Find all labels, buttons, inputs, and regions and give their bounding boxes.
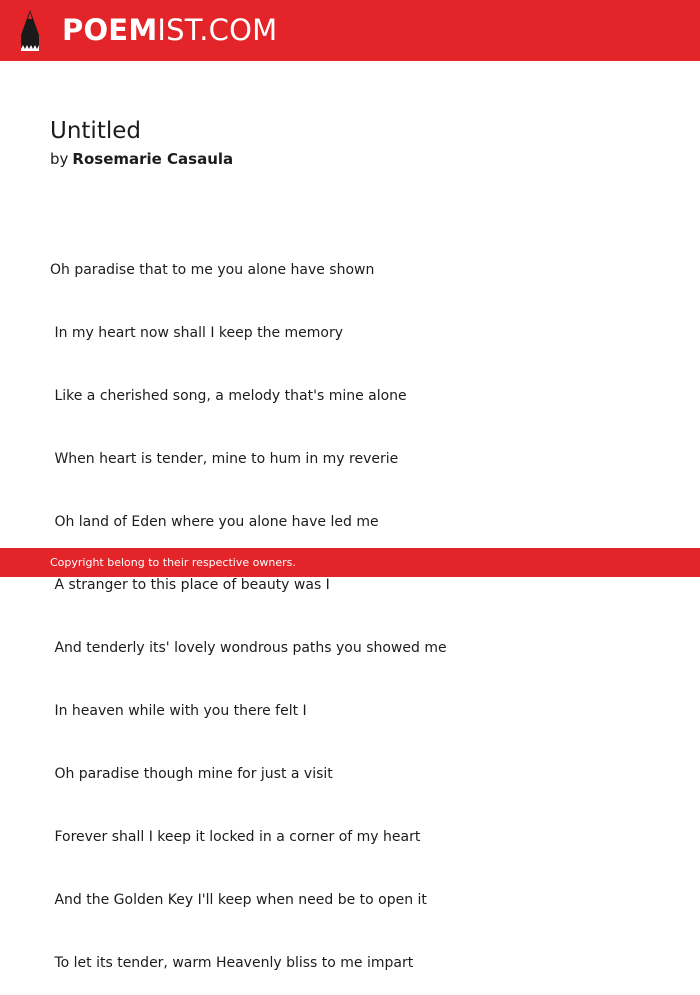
poem-line: In my heart now shall I keep the memory	[50, 325, 344, 341]
brand-bold: POEM	[62, 13, 158, 47]
poem-line: Oh paradise that to me you alone have shown	[50, 262, 375, 278]
site-brand[interactable]	[62, 13, 277, 47]
poem-line: Like a cherished song, a melody that's mine alone	[50, 388, 407, 404]
poem-line: To let its tender, warm Heavenly bliss to me impart	[50, 955, 414, 971]
poem-line: Oh paradise though mine for just a visit	[50, 766, 333, 782]
pen-nib-icon[interactable]	[17, 9, 43, 51]
byline	[50, 149, 233, 169]
poem-title: Untitled	[50, 118, 141, 144]
by-label: by	[50, 150, 69, 168]
site-header	[0, 0, 700, 61]
site-footer	[0, 548, 700, 577]
author-name: Rosemarie Casaula	[72, 150, 234, 168]
poem-line: Oh land of Eden where you alone have led me	[50, 514, 379, 530]
poem-line: A stranger to this place of beauty was I	[50, 577, 330, 593]
poem-body	[50, 218, 447, 995]
poem-line: Forever shall I keep it locked in a corner of my heart	[50, 829, 421, 845]
brand-light: IST.COM	[157, 13, 278, 47]
poem-line: In heaven while with you there felt I	[50, 703, 307, 719]
copyright-text: Copyright belong to their respective owners.	[50, 556, 296, 569]
poem-line: And tenderly its' lovely wondrous paths you showed me	[50, 640, 447, 656]
poem-line: When heart is tender, mine to hum in my reverie	[50, 451, 399, 467]
poem-line: And the Golden Key I'll keep when need be to open it	[50, 892, 427, 908]
